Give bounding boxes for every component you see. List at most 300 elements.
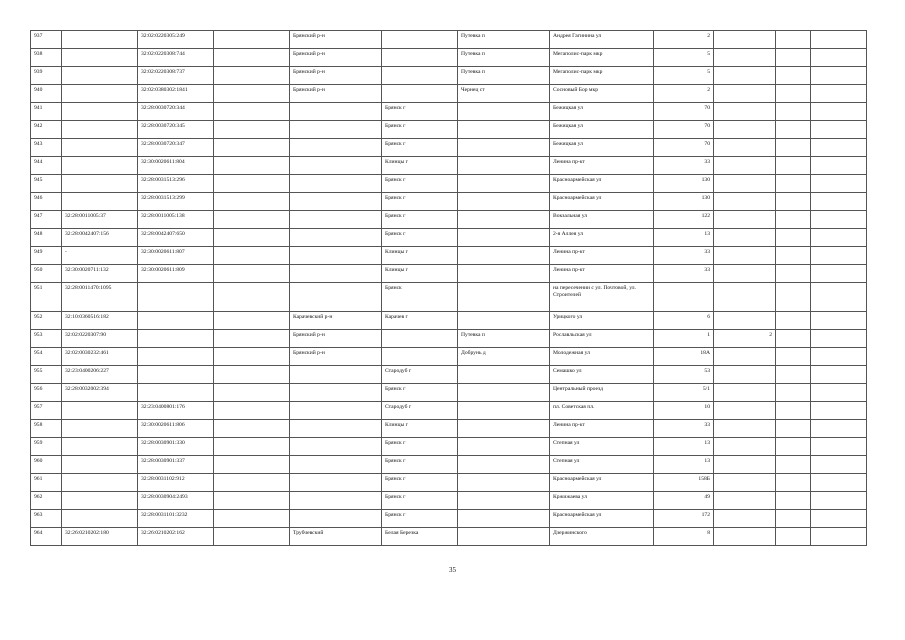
cell-district: Брянский р-н — [290, 31, 382, 49]
cell-col-k — [776, 348, 811, 366]
cell-street: Красноармейская ул — [550, 193, 654, 211]
table-row — [31, 211, 867, 229]
cell-city: Брянск г — [382, 139, 458, 157]
cell-col-l — [811, 175, 867, 193]
cell-district: Карачевский р-н — [290, 312, 382, 330]
cell-street: Красноармейская ул — [550, 510, 654, 528]
cell-row-number: 964 — [31, 528, 62, 546]
cell-house-number: 70 — [654, 121, 714, 139]
cell-building — [714, 283, 776, 312]
cell-street: Вокзальная ул — [550, 211, 654, 229]
cell-district — [290, 229, 382, 247]
cell-row-number: 941 — [31, 103, 62, 121]
cell-col-l — [811, 31, 867, 49]
cell-col-l — [811, 265, 867, 283]
cell-cadastral-quarter — [62, 492, 138, 510]
cell-col-blank — [214, 175, 290, 193]
cell-street: Семашко ул — [550, 366, 654, 384]
cell-city: Стародуб г — [382, 366, 458, 384]
cell-city: Брянск — [382, 283, 458, 312]
cell-col-l — [811, 348, 867, 366]
cell-house-number: 33 — [654, 420, 714, 438]
cell-col-blank — [214, 402, 290, 420]
table-row — [31, 157, 867, 175]
cell-street: Молодежная ул — [550, 348, 654, 366]
cell-col-l — [811, 157, 867, 175]
cell-city: Клинцы г — [382, 247, 458, 265]
cell-cadastral-quarter — [62, 121, 138, 139]
cell-house-number: 6 — [654, 312, 714, 330]
cell-street: Степная ул — [550, 438, 654, 456]
cell-settlement — [458, 211, 550, 229]
cell-row-number: 940 — [31, 85, 62, 103]
cell-row-number: 956 — [31, 384, 62, 402]
cell-row-number: 955 — [31, 366, 62, 384]
table-row — [31, 438, 867, 456]
cell-row-number: 937 — [31, 31, 62, 49]
cell-settlement — [458, 492, 550, 510]
cell-row-number: 957 — [31, 402, 62, 420]
cell-district — [290, 139, 382, 157]
cell-street: Центральный проезд — [550, 384, 654, 402]
cell-building — [714, 402, 776, 420]
cell-cadastral-number: 32:30:0020611:809 — [138, 265, 214, 283]
cell-building — [714, 247, 776, 265]
cell-col-k — [776, 438, 811, 456]
cell-street: Ленина пр-кт — [550, 157, 654, 175]
cell-cadastral-number: 32:02:0220308:744 — [138, 49, 214, 67]
cell-cadastral-number: 32:28:0030904:2493 — [138, 492, 214, 510]
cell-house-number: 13 — [654, 229, 714, 247]
cell-house-number: 70 — [654, 139, 714, 157]
cell-cadastral-number — [138, 366, 214, 384]
cell-district — [290, 157, 382, 175]
cell-row-number: 958 — [31, 420, 62, 438]
cell-street: Сосновый Бор мкр — [550, 85, 654, 103]
cell-row-number: 947 — [31, 211, 62, 229]
cell-city — [382, 67, 458, 85]
cell-city: Брянск г — [382, 211, 458, 229]
cell-city: Брянск г — [382, 103, 458, 121]
cell-col-blank — [214, 85, 290, 103]
cell-col-k — [776, 366, 811, 384]
table-row — [31, 330, 867, 348]
cell-row-number: 944 — [31, 157, 62, 175]
cell-building — [714, 438, 776, 456]
cell-cadastral-number: 32:28:0011005:138 — [138, 211, 214, 229]
cell-col-l — [811, 402, 867, 420]
cell-col-k — [776, 67, 811, 85]
cell-row-number: 952 — [31, 312, 62, 330]
cell-house-number: 158Б — [654, 474, 714, 492]
cell-cadastral-number: 32:28:0030720:347 — [138, 139, 214, 157]
cell-cadastral-quarter — [62, 193, 138, 211]
table-row — [31, 420, 867, 438]
cell-building — [714, 312, 776, 330]
cell-cadastral-quarter — [62, 438, 138, 456]
cell-house-number: 49 — [654, 492, 714, 510]
cell-building — [714, 229, 776, 247]
cell-col-l — [811, 283, 867, 312]
cell-building — [714, 157, 776, 175]
cell-street: Красноармейская ул — [550, 175, 654, 193]
cell-city: Клинцы г — [382, 420, 458, 438]
table-row — [31, 492, 867, 510]
cell-street: Бежицкая ул — [550, 121, 654, 139]
cell-cadastral-quarter — [62, 175, 138, 193]
cell-col-blank — [214, 265, 290, 283]
cell-col-k — [776, 139, 811, 157]
cell-col-blank — [214, 384, 290, 402]
cell-settlement: Путевка п — [458, 67, 550, 85]
cell-cadastral-quarter: 32:28:0042407:156 — [62, 229, 138, 247]
cell-settlement — [458, 384, 550, 402]
table-row — [31, 67, 867, 85]
cell-cadastral-number: 32:28:0042407:650 — [138, 229, 214, 247]
cell-cadastral-number: 32:28:0030901:337 — [138, 456, 214, 474]
table-row — [31, 121, 867, 139]
cell-cadastral-number — [138, 348, 214, 366]
cell-col-l — [811, 67, 867, 85]
cell-district — [290, 510, 382, 528]
cell-cadastral-quarter — [62, 85, 138, 103]
cell-street: Ленина пр-кт — [550, 247, 654, 265]
cell-col-l — [811, 193, 867, 211]
cell-cadastral-number: 32:02:0220308:737 — [138, 67, 214, 85]
cell-street: 2-я Аллея ул — [550, 229, 654, 247]
cell-district — [290, 456, 382, 474]
table-row — [31, 247, 867, 265]
cell-cadastral-quarter — [62, 31, 138, 49]
cell-col-k — [776, 85, 811, 103]
cell-cadastral-number: 32:28:0030720:345 — [138, 121, 214, 139]
table-row — [31, 49, 867, 67]
cell-building — [714, 67, 776, 85]
cell-house-number: 130 — [654, 175, 714, 193]
cell-district — [290, 402, 382, 420]
cell-street: Красноармейская ул — [550, 474, 654, 492]
cell-house-number — [654, 283, 714, 312]
cell-building — [714, 492, 776, 510]
cell-building — [714, 31, 776, 49]
cell-col-l — [811, 103, 867, 121]
cell-row-number: 953 — [31, 330, 62, 348]
cell-street: Кржижаева ул — [550, 492, 654, 510]
cell-district — [290, 492, 382, 510]
cell-col-blank — [214, 49, 290, 67]
cell-row-number: 960 — [31, 456, 62, 474]
cell-col-k — [776, 49, 811, 67]
cell-building: 2 — [714, 330, 776, 348]
cell-col-l — [811, 384, 867, 402]
cell-building — [714, 139, 776, 157]
cell-col-l — [811, 312, 867, 330]
cell-settlement — [458, 175, 550, 193]
cell-city: Белая Березка — [382, 528, 458, 546]
cell-settlement — [458, 229, 550, 247]
cell-cadastral-quarter: 32:10:0360516:182 — [62, 312, 138, 330]
cell-col-l — [811, 121, 867, 139]
cell-settlement — [458, 510, 550, 528]
cell-city: Брянск г — [382, 229, 458, 247]
cell-col-l — [811, 456, 867, 474]
cell-house-number: 70 — [654, 103, 714, 121]
cell-district — [290, 384, 382, 402]
cell-district — [290, 265, 382, 283]
cell-settlement: Добрунь д — [458, 348, 550, 366]
cell-building — [714, 456, 776, 474]
page-number: 35 — [449, 566, 456, 574]
cell-col-k — [776, 121, 811, 139]
cell-col-k — [776, 211, 811, 229]
cell-col-blank — [214, 474, 290, 492]
cell-col-l — [811, 49, 867, 67]
cell-street: Рославльская ул — [550, 330, 654, 348]
cell-settlement — [458, 312, 550, 330]
cell-col-blank — [214, 229, 290, 247]
cell-col-k — [776, 528, 811, 546]
cell-district: Брянский р-н — [290, 49, 382, 67]
cell-cadastral-quarter: 32:23:0400206:227 — [62, 366, 138, 384]
cell-col-blank — [214, 528, 290, 546]
cell-district: Брянский р-н — [290, 67, 382, 85]
cell-col-blank — [214, 121, 290, 139]
cell-cadastral-number: 32:30:0020611:806 — [138, 420, 214, 438]
cell-settlement — [458, 528, 550, 546]
cell-street: Ленина пр-кт — [550, 265, 654, 283]
table-row — [31, 312, 867, 330]
cell-col-blank — [214, 366, 290, 384]
cell-settlement — [458, 474, 550, 492]
cell-cadastral-quarter — [62, 157, 138, 175]
cell-col-blank — [214, 139, 290, 157]
cell-city: Брянск г — [382, 474, 458, 492]
cell-cadastral-number: 32:28:0031513:299 — [138, 193, 214, 211]
cell-street: Андрея Гагинина ул — [550, 31, 654, 49]
cell-city: Брянск г — [382, 438, 458, 456]
cell-city: Карачев г — [382, 312, 458, 330]
cell-col-l — [811, 438, 867, 456]
cell-house-number: 1 — [654, 330, 714, 348]
cell-house-number: 10 — [654, 402, 714, 420]
cell-house-number: 13 — [654, 438, 714, 456]
cell-col-k — [776, 312, 811, 330]
cell-cadastral-number — [138, 330, 214, 348]
cell-house-number: 53 — [654, 366, 714, 384]
cell-house-number: 5/1 — [654, 384, 714, 402]
cell-district: Брянский р-н — [290, 348, 382, 366]
cell-col-l — [811, 528, 867, 546]
cell-district — [290, 438, 382, 456]
cell-settlement: Путевка п — [458, 330, 550, 348]
cell-district: Брянский р-н — [290, 85, 382, 103]
cell-col-blank — [214, 211, 290, 229]
cell-cadastral-quarter: 32:28:0011005:37 — [62, 211, 138, 229]
cell-col-k — [776, 402, 811, 420]
cell-house-number: 122 — [654, 211, 714, 229]
cell-col-l — [811, 85, 867, 103]
cell-house-number: 2 — [654, 85, 714, 103]
cell-settlement — [458, 402, 550, 420]
cell-row-number: 961 — [31, 474, 62, 492]
cell-settlement: Путевка п — [458, 31, 550, 49]
cell-cadastral-number: 32:26:0210202:162 — [138, 528, 214, 546]
cell-building — [714, 384, 776, 402]
cell-house-number: 13 — [654, 456, 714, 474]
cell-street: Бежицкая ул — [550, 139, 654, 157]
cell-cadastral-number: 32:30:0020611:804 — [138, 157, 214, 175]
cell-building — [714, 121, 776, 139]
cell-col-k — [776, 474, 811, 492]
cell-cadastral-quarter: 32:26:0210202:180 — [62, 528, 138, 546]
cell-city: Клинцы г — [382, 265, 458, 283]
cell-cadastral-number: 32:28:0031101:3232 — [138, 510, 214, 528]
cell-col-k — [776, 103, 811, 121]
cell-house-number: 5 — [654, 67, 714, 85]
cell-street: Дзержинского — [550, 528, 654, 546]
cell-col-l — [811, 139, 867, 157]
cell-street: Мегаполис-парк мкр — [550, 67, 654, 85]
cell-settlement — [458, 139, 550, 157]
cell-settlement: Путевка п — [458, 49, 550, 67]
table-row — [31, 528, 867, 546]
cell-col-k — [776, 456, 811, 474]
cell-street: Степная ул — [550, 456, 654, 474]
cell-col-l — [811, 510, 867, 528]
cell-cadastral-quarter: - — [62, 247, 138, 265]
cell-col-k — [776, 283, 811, 312]
cell-cadastral-quarter: 32:30:0020711:132 — [62, 265, 138, 283]
cell-row-number: 942 — [31, 121, 62, 139]
cell-city: Брянск г — [382, 384, 458, 402]
cell-settlement — [458, 103, 550, 121]
cell-district — [290, 121, 382, 139]
cell-row-number: 950 — [31, 265, 62, 283]
cell-district — [290, 420, 382, 438]
cell-city — [382, 49, 458, 67]
cell-col-l — [811, 492, 867, 510]
cell-col-k — [776, 157, 811, 175]
cell-city — [382, 85, 458, 103]
cell-district: Трубчевский — [290, 528, 382, 546]
cell-col-blank — [214, 456, 290, 474]
cell-settlement — [458, 193, 550, 211]
cell-cadastral-quarter — [62, 420, 138, 438]
cell-row-number: 943 — [31, 139, 62, 157]
cell-settlement — [458, 283, 550, 312]
cell-district — [290, 193, 382, 211]
cell-col-k — [776, 175, 811, 193]
cell-col-blank — [214, 420, 290, 438]
cell-col-l — [811, 211, 867, 229]
cell-row-number: 954 — [31, 348, 62, 366]
cell-row-number: 951 — [31, 283, 62, 312]
cell-col-blank — [214, 438, 290, 456]
cell-city: Клинцы г — [382, 157, 458, 175]
cell-col-k — [776, 492, 811, 510]
cell-district: Брянский р-н — [290, 330, 382, 348]
cell-row-number: 948 — [31, 229, 62, 247]
table-row — [31, 474, 867, 492]
cell-row-number: 959 — [31, 438, 62, 456]
cell-building — [714, 211, 776, 229]
cell-col-blank — [214, 157, 290, 175]
cell-settlement — [458, 121, 550, 139]
cell-district — [290, 474, 382, 492]
cell-building — [714, 348, 776, 366]
cell-cadastral-quarter: 32:02:0030232:461 — [62, 348, 138, 366]
cell-col-k — [776, 420, 811, 438]
cell-district — [290, 283, 382, 312]
cell-cadastral-quarter — [62, 49, 138, 67]
cell-cadastral-number: 32:23:0400801:176 — [138, 402, 214, 420]
cell-building — [714, 366, 776, 384]
cell-col-l — [811, 247, 867, 265]
cell-col-k — [776, 265, 811, 283]
cell-cadastral-quarter — [62, 510, 138, 528]
cell-settlement — [458, 420, 550, 438]
cell-cadastral-quarter — [62, 474, 138, 492]
cell-building — [714, 528, 776, 546]
cell-city: Брянск г — [382, 193, 458, 211]
cell-settlement — [458, 366, 550, 384]
cell-col-l — [811, 229, 867, 247]
table-row — [31, 85, 867, 103]
cell-cadastral-number: 32:28:0030720:344 — [138, 103, 214, 121]
cell-col-l — [811, 366, 867, 384]
cell-city: Брянск г — [382, 492, 458, 510]
cell-cadastral-quarter — [62, 139, 138, 157]
cell-cadastral-number: 32:28:0031102:912 — [138, 474, 214, 492]
cell-settlement — [458, 247, 550, 265]
cell-cadastral-number — [138, 384, 214, 402]
cell-district — [290, 175, 382, 193]
cell-city: Брянск г — [382, 510, 458, 528]
cell-col-blank — [214, 283, 290, 312]
cell-row-number: 938 — [31, 49, 62, 67]
cell-city: Брянск г — [382, 456, 458, 474]
table-row — [31, 31, 867, 49]
cell-col-k — [776, 384, 811, 402]
cell-col-k — [776, 247, 811, 265]
cell-house-number: 130 — [654, 193, 714, 211]
cell-col-k — [776, 31, 811, 49]
cell-house-number: 5 — [654, 49, 714, 67]
cell-cadastral-quarter — [62, 67, 138, 85]
cell-col-k — [776, 193, 811, 211]
cell-col-blank — [214, 492, 290, 510]
cell-district — [290, 211, 382, 229]
cell-col-k — [776, 510, 811, 528]
cell-row-number: 945 — [31, 175, 62, 193]
cell-col-blank — [214, 247, 290, 265]
cell-street: Мегаполис-парк мкр — [550, 49, 654, 67]
cell-street: Ленина пр-кт — [550, 420, 654, 438]
cell-cadastral-number: 32:28:0031513:296 — [138, 175, 214, 193]
cell-cadastral-quarter — [62, 103, 138, 121]
cell-settlement: Чернец ст — [458, 85, 550, 103]
cell-settlement — [458, 157, 550, 175]
cell-house-number: 18А — [654, 348, 714, 366]
cell-house-number: 33 — [654, 157, 714, 175]
cell-row-number: 939 — [31, 67, 62, 85]
cell-building — [714, 175, 776, 193]
cell-city — [382, 330, 458, 348]
table-row — [31, 283, 867, 312]
cell-row-number: 963 — [31, 510, 62, 528]
cell-building — [714, 420, 776, 438]
cell-settlement — [458, 456, 550, 474]
